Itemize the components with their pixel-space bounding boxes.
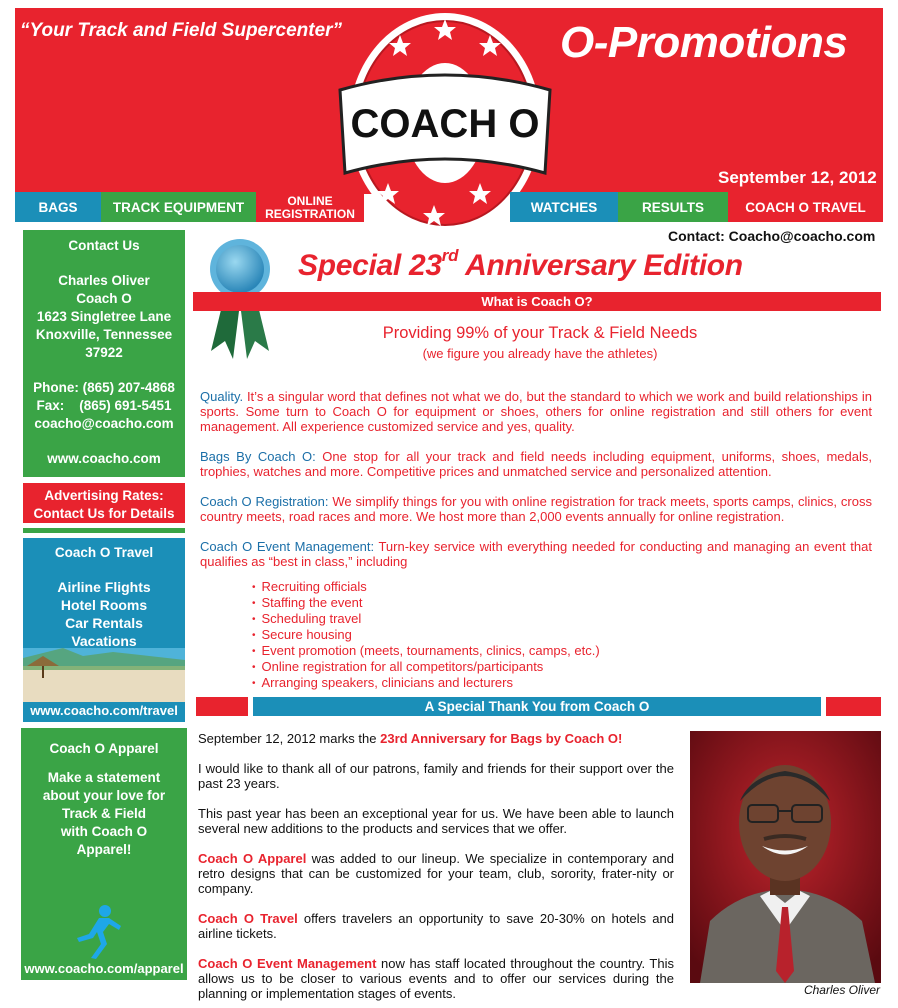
letter-p6-highlight: Coach O Event Management <box>198 956 377 971</box>
apparel-line: Make a statement <box>47 770 161 785</box>
services-list <box>252 579 600 691</box>
contact-website[interactable]: www.coacho.com <box>47 451 161 466</box>
nav-online-label-1: ONLINE <box>287 194 333 208</box>
portrait-illustration <box>690 731 881 983</box>
anniversary-heading-main: Special 23 <box>298 249 442 282</box>
ads-line-1: Advertising Rates: <box>44 488 164 503</box>
registration-text: We simplify things for you with online registration for track meets, sports camps, clinics, cross country meets, road races and more. We host more than 2,000 events annually for online registration. <box>200 494 872 524</box>
quality-text: It’s a singular word that defines not what we do, but the standard to which we work and build relationships in sports. Some turn to Coach O for equipment or shoes, others for online registration and still others for event management. All experience customized service and yes, quality. <box>200 389 872 434</box>
ads-line-2: Contact Us for Details <box>33 506 175 521</box>
apparel-title: Coach O Apparel <box>49 741 159 756</box>
apparel-line: Apparel! <box>76 842 132 857</box>
contact-phone: Phone: (865) 207-4868 <box>33 380 175 395</box>
nav-bags[interactable]: BAGS <box>15 192 101 222</box>
list-item: • Secure housing <box>252 627 600 643</box>
letter-paragraph-1 <box>198 731 674 746</box>
list-item: • Recruiting officials <box>252 579 600 595</box>
contact-email-line[interactable]: Contact: Coacho@coacho.com <box>668 228 876 244</box>
travel-url[interactable]: www.coacho.com/travel <box>30 703 178 718</box>
travel-item: Hotel Rooms <box>60 597 148 613</box>
travel-item: Vacations <box>71 633 137 649</box>
issue-date: September 12, 2012 <box>718 168 877 187</box>
travel-content <box>23 544 185 650</box>
apparel-box[interactable] <box>21 728 187 980</box>
list-item: • Arranging speakers, clinicians and lecturers <box>252 675 600 691</box>
nav-track-equipment[interactable]: TRACK EQUIPMENT <box>101 192 256 222</box>
advertising-box[interactable] <box>23 483 185 523</box>
photo-caption: Charles Oliver <box>803 983 880 997</box>
travel-item: Car Rentals <box>65 615 143 631</box>
nav-online-label-2: REGISTRATION <box>265 207 355 221</box>
apparel-line: with Coach O <box>60 824 148 839</box>
event-paragraph <box>200 539 872 569</box>
contact-zip: 37922 <box>85 345 123 360</box>
bags-paragraph <box>200 449 872 479</box>
thanks-bar-left-accent <box>196 697 248 716</box>
runner-icon <box>69 904 123 960</box>
letter-paragraph-5 <box>198 911 674 941</box>
nav-online-registration[interactable] <box>256 192 364 222</box>
contact-city: Knoxville, Tennessee <box>35 327 173 342</box>
contact-name: Charles Oliver <box>58 273 150 288</box>
thanks-bar-right-accent <box>826 697 881 716</box>
quality-lead: Quality. <box>200 389 244 404</box>
brand-title: O-Promotions <box>560 18 848 67</box>
quality-paragraph <box>200 389 872 434</box>
portrait-photo <box>690 731 881 983</box>
list-item: • Staffing the event <box>252 595 600 611</box>
travel-item: Airline Flights <box>57 579 151 595</box>
anniversary-heading <box>298 246 743 283</box>
letter-p4-text: was added to our lineup. We specialize in contemporary and retro designs that can be customized for your team, club, sorority, frater-nity or company. <box>198 851 674 896</box>
nav-results[interactable]: RESULTS <box>618 192 728 222</box>
contact-email[interactable]: coacho@coacho.com <box>34 416 174 431</box>
contact-street: 1623 Singletree Lane <box>36 309 172 324</box>
providing-subline: (we figure you already have the athletes) <box>422 346 658 361</box>
event-lead: Coach O Event Management: <box>200 539 375 554</box>
providing-headline: Providing 99% of your Track & Field Needs <box>382 324 698 342</box>
letter-p5-text: offers travelers an opportunity to save 20-30% on hotels and airline tickets. <box>198 911 674 941</box>
registration-lead: Coach O Registration: <box>200 494 329 509</box>
list-item: • Event promotion (meets, tournaments, clinics, camps, etc.) <box>252 643 600 659</box>
event-text: Turn-key service with everything needed for conducting and managing an event that qualifies as “best in class,” including <box>200 539 872 569</box>
contact-company: Coach O <box>76 291 132 306</box>
travel-box[interactable] <box>23 538 185 722</box>
letter-p1-highlight: 23rd Anniversary for Bags by Coach O! <box>380 731 623 746</box>
letter-p4-highlight: Coach O Apparel <box>198 851 307 866</box>
contact-title: Contact Us <box>68 238 140 253</box>
bags-text: One stop for all your track and field needs including equipment, uniforms, shoes, medals, trophies, watches and more. Competitive prices and unmatched service and personalized attention. <box>200 449 872 479</box>
letter-paragraph-4 <box>198 851 674 896</box>
registration-paragraph <box>200 494 872 524</box>
letter-paragraph-2: I would like to thank all of our patrons, family and friends for their support over the past 23 years. <box>198 761 674 791</box>
nav-watches[interactable]: WATCHES <box>510 192 618 222</box>
letter-p1-text: September 12, 2012 marks the <box>198 731 381 746</box>
contact-box <box>23 230 185 477</box>
travel-title: Coach O Travel <box>54 545 154 560</box>
nav-coach-o-travel[interactable]: COACH O TRAVEL <box>728 192 883 222</box>
apparel-url[interactable]: www.coacho.com/apparel <box>24 961 184 976</box>
apparel-line: Track & Field <box>61 806 147 821</box>
anniversary-heading-rest: Anniversary Edition <box>458 249 743 282</box>
thanks-bar: A Special Thank You from Coach O <box>253 697 821 716</box>
sidebar-divider <box>23 528 185 533</box>
letter-paragraph-6 <box>198 956 674 1001</box>
logo-text: COACH O <box>350 102 540 146</box>
letter-paragraph-3: This past year has been an exceptional year for us. We have been able to launch several new additions to the products and services that we offer. <box>198 806 674 836</box>
list-item: • Online registration for all competitors/participants <box>252 659 600 675</box>
contact-fax: Fax: (865) 691-5451 <box>36 398 172 413</box>
apparel-line: about your love for <box>42 788 166 803</box>
tagline: “Your Track and Field Supercenter” <box>20 20 343 41</box>
letter-p6-text: now has staff located throughout the country. This allows us to be closer to various events and to offer our services during the planning or implementation stages of events. <box>198 956 674 1001</box>
list-item: • Scheduling travel <box>252 611 600 627</box>
what-is-bar: What is Coach O? <box>193 292 881 311</box>
bags-lead: Bags By Coach O: <box>200 449 316 464</box>
anniversary-heading-sup: rd <box>441 246 459 265</box>
letter-p5-highlight: Coach O Travel <box>198 911 298 926</box>
